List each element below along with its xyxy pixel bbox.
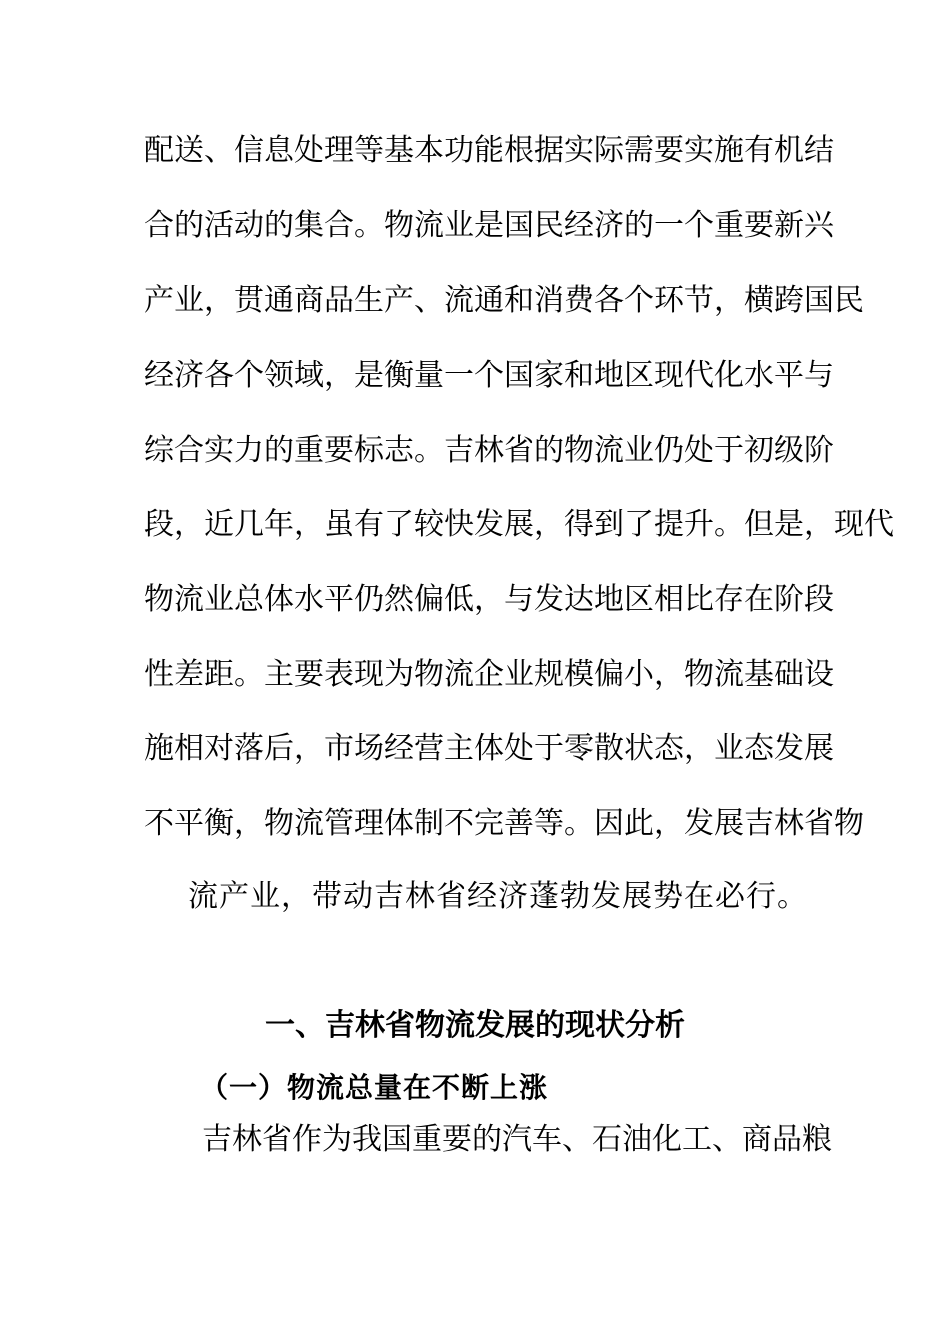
- paragraph-line-9: 施相对落后，市场经营主体处于零散状态，业态发展: [144, 731, 834, 766]
- paragraph-line-10: 不平衡，物流管理体制不完善等。因此，发展吉林省物: [144, 806, 864, 841]
- section-heading: 一、吉林省物流发展的现状分析: [265, 1008, 685, 1043]
- paragraph-line-6: 段，近几年，虽有了较快发展，得到了提升。但是，现代: [144, 507, 894, 542]
- paragraph-line-5: 综合实力的重要标志。吉林省的物流业仍处于初级阶: [144, 433, 834, 468]
- paragraph-line-1: 配送、信息处理等基本功能根据实际需要实施有机结: [144, 133, 834, 168]
- paragraph-line-4: 经济各个领域，是衡量一个国家和地区现代化水平与: [144, 358, 834, 393]
- paragraph-line-8: 性差距。主要表现为物流企业规模偏小，物流基础设: [144, 657, 834, 692]
- paragraph-line-2: 合的活动的集合。物流业是国民经济的一个重要新兴: [144, 208, 834, 243]
- paragraph-line-3: 产业，贯通商品生产、流通和消费各个环节，横跨国民: [144, 283, 864, 318]
- paragraph-line-11: 流产业，带动吉林省经济蓬勃发展势在必行。: [188, 879, 808, 914]
- section-subheading: （一）物流总量在不断上涨: [200, 1071, 549, 1104]
- section-body-line-1: 吉林省作为我国重要的汽车、石油化工、商品粮: [202, 1122, 832, 1157]
- paragraph-line-7: 物流业总体水平仍然偏低，与发达地区相比存在阶段: [144, 582, 834, 617]
